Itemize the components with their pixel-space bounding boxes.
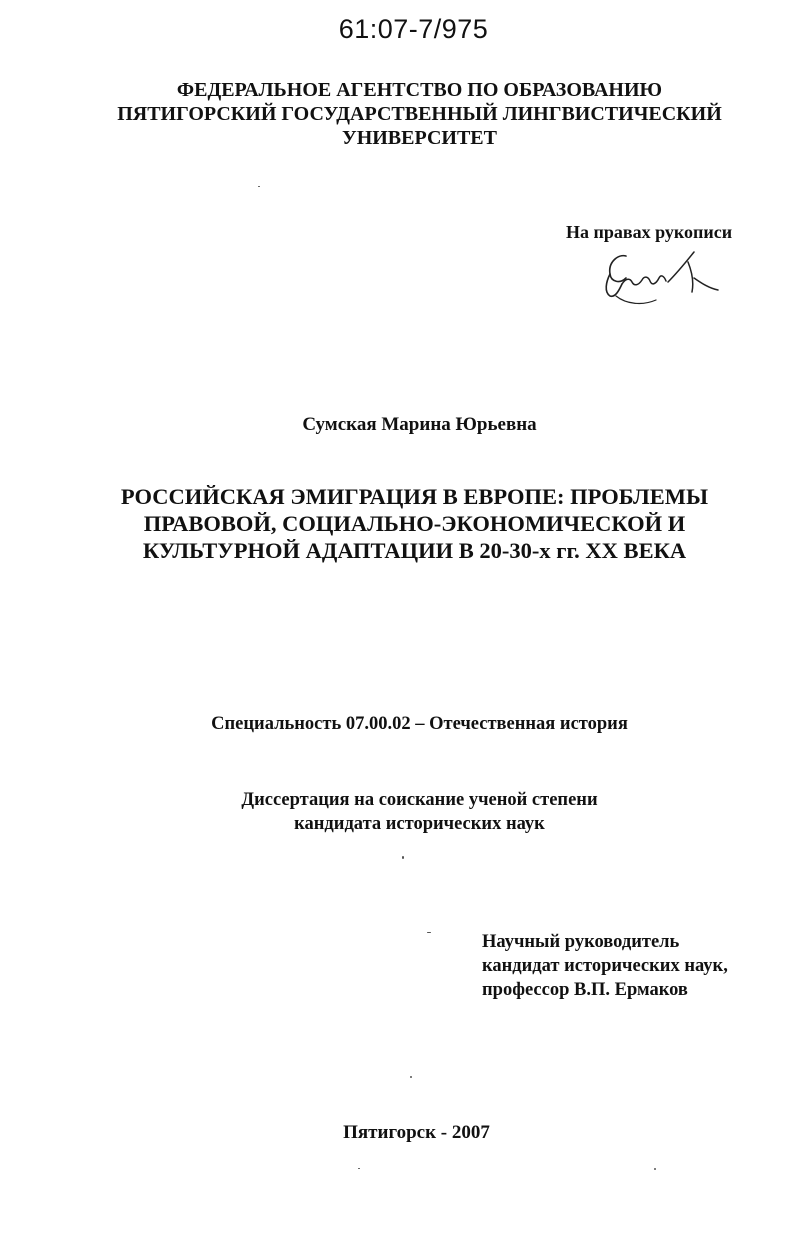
degree-statement: [0, 788, 799, 836]
author-name: Сумская Марина Юрьевна: [302, 414, 537, 435]
scan-speck: [654, 1168, 656, 1170]
institution-block: [0, 78, 799, 150]
rights-note: На правах рукописи: [566, 222, 733, 242]
scan-speck: [427, 932, 431, 933]
specialty-line: Специальность 07.00.02 – Отечественная история: [211, 714, 628, 734]
scan-speck: [258, 186, 260, 187]
scan-speck: [358, 1168, 360, 1169]
dissertation-title: [0, 483, 799, 564]
institution-line-3: УНИВЕРСИТЕТ: [342, 127, 497, 149]
document-code: 61:07-7/975: [338, 14, 489, 44]
degree-line-1: Диссертация на соискание ученой степени: [241, 790, 598, 810]
title-line-3: КУЛЬТУРНОЙ АДАПТАЦИИ В 20-30-х гг. XX ВЕКА: [142, 538, 687, 563]
scan-speck: [410, 1076, 412, 1078]
title-line-2: ПРАВОВОЙ, СОЦИАЛЬНО-ЭКОНОМИЧЕСКОЙ И: [143, 511, 686, 536]
supervisor-line-3: профессор В.П. Ермаков: [482, 980, 688, 1000]
scan-speck: [402, 856, 404, 859]
institution-line-1: ФЕДЕРАЛЬНОЕ АГЕНТСТВО ПО ОБРАЗОВАНИЮ: [176, 79, 663, 101]
handwritten-signature: [596, 248, 726, 308]
institution-line-2: ПЯТИГОРСКИЙ ГОСУДАРСТВЕННЫЙ ЛИНГВИСТИЧЕСКИЙ: [117, 103, 722, 125]
supervisor-line-1: Научный руководитель: [482, 932, 680, 952]
city-year: Пятигорск - 2007: [343, 1122, 490, 1143]
degree-line-2: кандидата исторических наук: [294, 814, 545, 834]
supervisor-block: [482, 930, 728, 1002]
title-line-1: РОССИЙСКАЯ ЭМИГРАЦИЯ В ЕВРОПЕ: ПРОБЛЕМЫ: [120, 484, 709, 509]
supervisor-line-2: кандидат исторических наук,: [482, 956, 728, 976]
